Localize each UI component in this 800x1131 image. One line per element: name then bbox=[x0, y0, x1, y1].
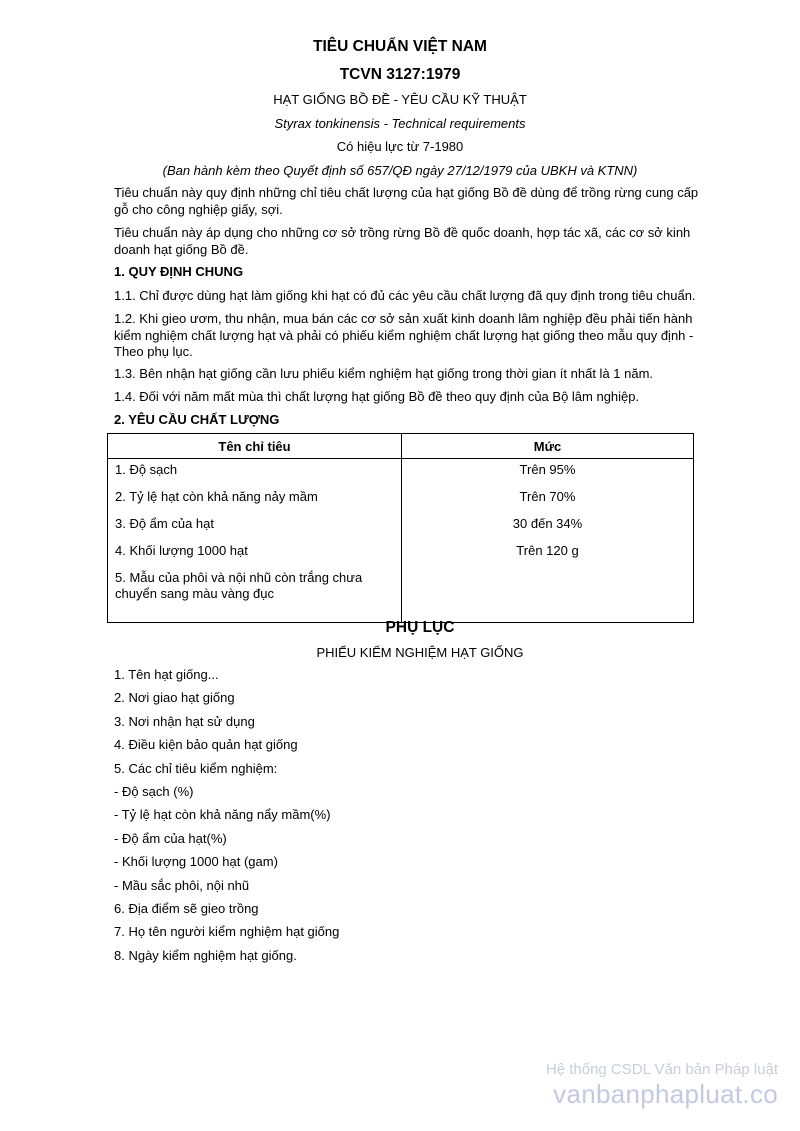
list-item: 1. Tên hạt giống... bbox=[114, 667, 219, 682]
table-header-row bbox=[108, 434, 694, 459]
list-item: - Độ ẩm của hạt(%) bbox=[114, 830, 227, 846]
standard-subject-english: Styrax tonkinensis - Technical requirements bbox=[274, 116, 526, 131]
level-cell: Trên 70% bbox=[402, 486, 694, 513]
list-item: 5. Các chỉ tiêu kiểm nghiệm: bbox=[114, 760, 278, 776]
effective-date: Có hiệu lực từ 7-1980 bbox=[336, 139, 464, 154]
document-title: TIÊU CHUẨN VIỆT NAM bbox=[313, 38, 487, 55]
list-item: 2. Nơi giao hạt giống bbox=[114, 690, 235, 706]
list-item: 8. Ngày kiểm nghiệm hạt giống. bbox=[114, 947, 297, 963]
list-item: 6. Địa điểm sẽ gieo trồng bbox=[114, 900, 259, 916]
clause-1-2: 1.2. Khi gieo ươm, thu nhận, mua bán các cơ sở sản xuất kinh doanh lâm nghiệp đều phải tiến hành kiểm nghiệm chất lượng hạt và phải có phiếu kiểm nghiệm chất lượng hạt giống theo mẫu quy định - Theo phụ lục. bbox=[114, 311, 694, 359]
list-item: - Tỷ lệ hạt còn khả năng nẩy mầm(%) bbox=[114, 807, 331, 823]
inspection-form-list bbox=[114, 667, 339, 971]
issuance-note: (Ban hành kèm theo Quyết định số 657/QĐ ngày 27/12/1979 của UBKH và KTNN) bbox=[162, 163, 638, 178]
level-cell: Trên 120 g bbox=[402, 540, 694, 567]
clause-1-4: 1.4. Đối với năm mất mùa thì chất lượng hạt giống Bồ đề theo quy định của Bộ lâm nghiệp. bbox=[114, 389, 640, 404]
level-cell: 30 đến 34% bbox=[402, 513, 694, 540]
section-1-heading: 1. QUY ĐỊNH CHUNG bbox=[114, 264, 244, 279]
section-2-heading: 2. YÊU CẦU CHẤT LƯỢNG bbox=[114, 412, 280, 427]
appendix-title: PHỤ LỤC bbox=[385, 619, 455, 636]
table-row bbox=[108, 486, 694, 513]
column-header-criterion: Tên chỉ tiêu bbox=[108, 434, 402, 459]
table-row bbox=[108, 459, 694, 487]
standard-subject: HẠT GIỐNG BỒ ĐỀ - YÊU CẦU KỸ THUẬT bbox=[273, 92, 527, 107]
watermark-site: vanbanphapluat.co bbox=[553, 1079, 778, 1109]
quality-requirements-table bbox=[107, 433, 694, 623]
clause-1-1: 1.1. Chỉ được dùng hạt làm giống khi hạt có đủ các yêu cầu chất lượng đã quy định trong tiêu chuẩn. bbox=[114, 288, 696, 303]
level-cell: Trên 95% bbox=[402, 459, 694, 487]
level-cell bbox=[402, 567, 694, 623]
appendix-subtitle: PHIẾU KIỂM NGHIỆM HẠT GIỐNG bbox=[316, 645, 524, 660]
criterion-cell: 4. Khối lượng 1000 hạt bbox=[108, 540, 402, 567]
list-item: 4. Điều kiện bảo quản hạt giống bbox=[114, 737, 298, 753]
clause-1-3: 1.3. Bên nhận hạt giống cần lưu phiếu kiểm nghiệm hạt giống trong thời gian ít nhất là 1 năm. bbox=[114, 366, 654, 381]
criterion-cell: 1. Độ sạch bbox=[108, 459, 402, 487]
intro-paragraph-1: Tiêu chuẩn này quy định những chỉ tiêu chất lượng của hạt giống Bồ đề dùng để trồng rừng cung cấp gỗ cho công nghiệp giấy, sợi. bbox=[114, 185, 699, 217]
watermark-caption: Hệ thống CSDL Văn bản Pháp luật bbox=[545, 1061, 778, 1078]
list-item: 3. Nơi nhận hạt sử dụng bbox=[114, 713, 255, 729]
list-item: - Mầu sắc phôi, nội nhũ bbox=[114, 877, 250, 893]
standard-code: TCVN 3127:1979 bbox=[339, 66, 461, 83]
table-row bbox=[108, 540, 694, 567]
criterion-cell: 3. Độ ẩm của hạt bbox=[108, 513, 402, 540]
criterion-cell: 5. Mẫu của phôi và nội nhũ còn trắng chưa chuyển sang màu vàng đục bbox=[108, 567, 402, 623]
list-item: - Độ sạch (%) bbox=[114, 783, 194, 799]
criterion-cell: 2. Tỷ lệ hạt còn khả năng nảy mầm bbox=[108, 486, 402, 513]
intro-paragraph-2: Tiêu chuẩn này áp dụng cho những cơ sở trồng rừng Bồ đề quốc doanh, hợp tác xã, các cơ sở kinh doanh hạt giống Bồ đề. bbox=[114, 225, 691, 257]
list-item: - Khối lượng 1000 hạt (gam) bbox=[114, 854, 278, 870]
table-row bbox=[108, 513, 694, 540]
table-row bbox=[108, 567, 694, 623]
column-header-level: Mức bbox=[402, 434, 694, 459]
list-item: 7. Họ tên người kiểm nghiệm hạt giống bbox=[114, 924, 340, 940]
